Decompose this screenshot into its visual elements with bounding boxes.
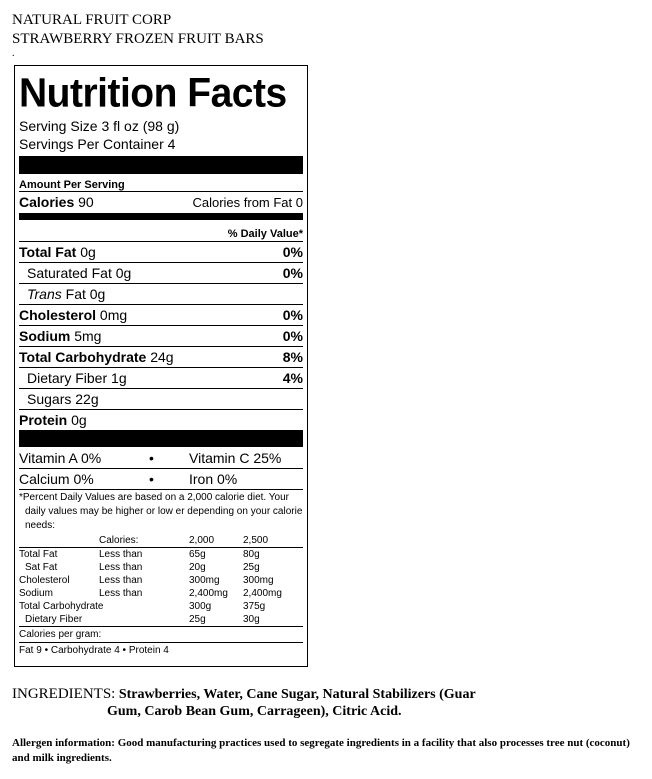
nutrient-dv: 0% (282, 265, 303, 281)
daily-value-header: % Daily Value* (227, 228, 303, 240)
nutrient-name: Sodium (19, 328, 71, 344)
vitamin-right: Iron 0% (189, 471, 238, 487)
allergen-info: Allergen information: Good manufacturing practices used to segregate ingredients in a facility that also processes tree nut (coconut) and milk ingredients. (12, 737, 630, 764)
thick-divider (19, 430, 303, 447)
servings-per-container: Servings Per Container 4 (19, 136, 176, 152)
nutrient-row (19, 283, 303, 304)
nutrient-row (19, 304, 303, 325)
company-name: NATURAL FRUIT CORP (12, 12, 172, 28)
nutrition-facts-label (14, 65, 308, 667)
vitamin-right: Vitamin C 25% (189, 450, 282, 466)
nutrient-name: Dietary Fiber (27, 370, 108, 386)
dv-table-row: Dietary Fiber 25g 30g (25, 614, 260, 625)
nutrient-dv: 0% (282, 244, 303, 260)
vitamin-bullet: • (149, 471, 154, 487)
nutrient-name: Sugars (27, 391, 72, 407)
thick-divider (19, 156, 303, 174)
nutrient-amount: 24g (150, 349, 174, 365)
dv-table-row: Total Carbohydrate 300g 375g (19, 601, 266, 612)
nutrient-row (19, 262, 303, 283)
nutrient-dv: 4% (282, 370, 303, 386)
vitamin-row (19, 468, 303, 489)
ingredients-label: INGREDIENTS: (12, 686, 116, 702)
dv-table-header: Calories: 2,000 2,500 (99, 535, 269, 546)
vitamin-left: Vitamin A 0% (19, 450, 102, 466)
nutrient-name: Saturated Fat (27, 265, 112, 281)
calories-per-gram: Calories per gram: (19, 626, 303, 642)
product-header (12, 11, 264, 49)
vitamin-row (19, 448, 303, 468)
nutrient-row (19, 409, 303, 430)
dv-table-row: Sodium Less than 2,400mg 2,400mg (19, 588, 282, 599)
dv-table-row: Sat Fat Less than 20g 25g (25, 562, 260, 573)
nutrient-amount: 5mg (74, 328, 102, 344)
label-title: Nutrition Facts (19, 71, 287, 117)
dv-table-row: Total Fat Less than 65g 80g (19, 548, 303, 562)
calories-row (19, 191, 303, 213)
footnote-text: *Percent Daily Values are based on a 2,000 calorie diet. Your daily values may be higher or low er depending on your calorie needs: (19, 492, 303, 531)
serving-size: Serving Size 3 fl oz (98 g) (19, 118, 180, 134)
nutrient-dv: 8% (282, 349, 303, 365)
nutrient-amount: 0g (71, 412, 87, 428)
nutrient-row (19, 325, 303, 346)
calories-value: 90 (78, 194, 94, 210)
nutrient-row (19, 388, 303, 409)
dv-table-row: Cholesterol Less than 300mg 300mg (19, 575, 274, 586)
calories-per-gram-values: Fat 9 • Carbohydrate 4 • Protein 4 (19, 642, 303, 659)
nutrient-amount: Fat 0g (65, 286, 106, 302)
nutrient-row (19, 241, 303, 262)
vitamin-bullet: • (149, 450, 154, 466)
amount-per-serving: Amount Per Serving (19, 179, 125, 191)
ingredients-line-2: Gum, Carob Bean Gum, Carrageen), Citric Acid. (107, 704, 402, 719)
ingredients (12, 686, 476, 720)
nutrient-name: Total Fat (19, 244, 77, 260)
medium-divider (19, 213, 303, 220)
nutrient-name: Cholesterol (19, 307, 97, 323)
calories-from-fat: Calories from Fat 0 (192, 195, 303, 210)
nutrient-name: Protein (19, 412, 68, 428)
nutrient-dv: 0% (282, 328, 303, 344)
nutrient-amount: 22g (75, 391, 99, 407)
vitamin-left: Calcium 0% (19, 471, 94, 487)
nutrient-amount: 0g (80, 244, 96, 260)
ingredients-line-1: Strawberries, Water, Cane Sugar, Natural Stabilizers (Guar (118, 687, 476, 702)
nutrient-dv: 0% (282, 307, 303, 323)
daily-values-table (19, 534, 303, 626)
calories-label: Calories (19, 194, 75, 210)
nutrient-row (19, 346, 303, 367)
nutrient-name: Trans (27, 286, 62, 302)
header-mark: . (12, 48, 15, 59)
nutrient-name: Total Carbohydrate (19, 349, 147, 365)
nutrient-amount: 0g (115, 265, 132, 281)
nutrient-row (19, 367, 303, 388)
nutrient-amount: 0mg (99, 307, 128, 323)
nutrient-amount: 1g (111, 370, 127, 386)
product-name: STRAWBERRY FROZEN FRUIT BARS (12, 31, 264, 47)
footnote (19, 489, 303, 533)
